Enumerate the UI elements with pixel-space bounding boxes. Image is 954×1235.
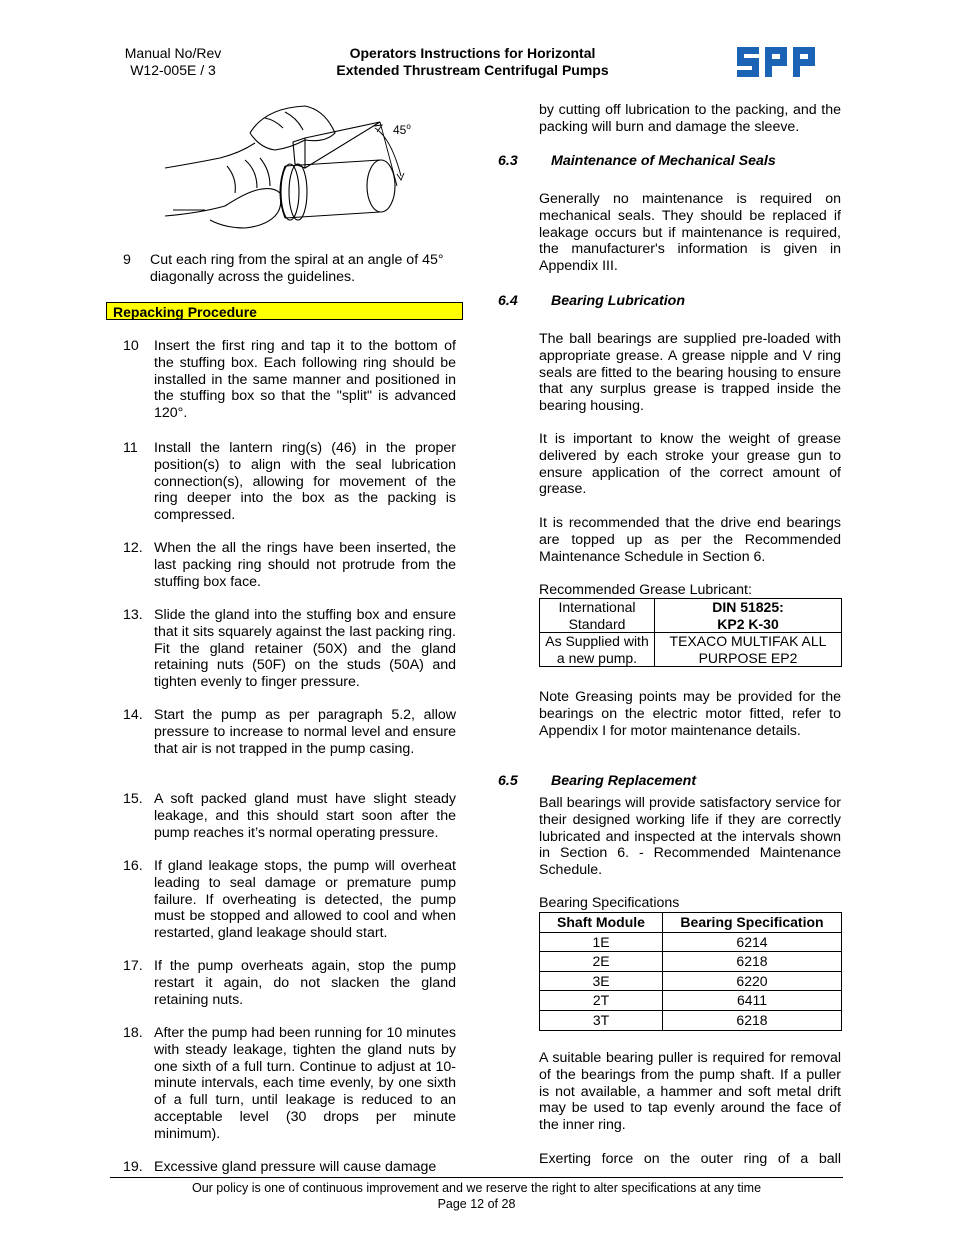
item-number: 16. xyxy=(123,858,143,874)
table-cell: 6218 xyxy=(663,1010,842,1030)
section-6-3-number: 6.3 xyxy=(498,153,518,169)
section-6-3-title: Maintenance of Mechanical Seals xyxy=(551,153,776,169)
table-cell: 6214 xyxy=(663,932,842,952)
section-6-3-text: Generally no maintenance is required on mechanical seals. They should be replaced if leakage occurs but if maintenance is required, the manufacturer's information is given in Appendix III. xyxy=(539,191,841,275)
table-row xyxy=(540,633,842,667)
item-text: Cut each ring from the spiral at an angle of 45° diagonally across the guidelines. xyxy=(150,252,444,285)
table-row xyxy=(540,991,842,1011)
item-text: Insert the first ring and tap it to the bottom of the stuffing box. Each following ring should be installed in the same manner and positioned in the stuffing box so that the "split" is advanced 120°. xyxy=(154,338,456,422)
table-cell: 6411 xyxy=(663,991,842,1011)
section-6-5-text: Ball bearings will provide satisfactory service for their designed working life if they are correctly lubricated and inspected at the intervals shown in Section 6. - Recommended Maintenance Schedule. xyxy=(539,795,841,879)
din-grade: KP2 K-30 xyxy=(717,615,779,632)
din-standard: DIN 51825: xyxy=(712,599,784,615)
section-6-4-paragraph-2: It is important to know the weight of grease delivered by each stroke your grease gun to ensure application of the correct amount of grease. xyxy=(539,431,841,498)
item-text: After the pump had been running for 10 minutes with steady leakage, tighten the gland nuts by one sixth of a full turn. Continue to adjust at 10-minute intervals, each time evenly, by one sixth of a full turn, until leakage is reduced to an acceptable level (30 drops per minute minimum). xyxy=(154,1025,456,1142)
column-header-shaft-module: Shaft Module xyxy=(540,913,663,933)
section-6-4-paragraph-1: The ball bearings are supplied pre-loaded with appropriate grease. A grease nipple and V ring seals are fitted to the bearing housing to ensure that any surplus grease is trapped inside the bearing housing. xyxy=(539,331,841,415)
table-cell: TEXACO MULTIFAK ALL PURPOSE EP2 xyxy=(655,633,842,667)
item-number: 13. xyxy=(123,607,143,623)
manual-label: Manual No/Rev xyxy=(124,45,222,61)
section-6-4-number: 6.4 xyxy=(498,293,518,309)
motor-greasing-note: Note Greasing points may be provided for the bearings on the electric motor fitted, refer to Appendix I for motor maintenance details. xyxy=(539,689,841,739)
spp-logo xyxy=(735,45,819,79)
item-text: If the pump overheats again, stop the pump restart it again, do not slacken the gland retaining nuts. xyxy=(154,958,456,1008)
angle-value: 45 xyxy=(393,123,407,137)
angle-label xyxy=(393,120,411,137)
table-cell: 1E xyxy=(540,932,663,952)
bearing-specifications-table xyxy=(539,912,842,1031)
item-number: 18. xyxy=(123,1025,143,1041)
item-text: Excessive gland pressure will cause damage xyxy=(154,1159,437,1175)
table-row xyxy=(540,599,842,633)
table-cell: 2T xyxy=(540,991,663,1011)
section-6-5-number: 6.5 xyxy=(498,773,518,789)
table-row xyxy=(540,971,842,991)
table-header-row xyxy=(540,913,842,933)
item-number: 19. xyxy=(123,1159,143,1175)
item-text: Install the lantern ring(s) (46) in the proper position(s) to align with the seal lubrication connection(s), allowing for movement of the ring deeper into the box as the packing is compressed. xyxy=(154,440,456,524)
table-cell: 3T xyxy=(540,1010,663,1030)
repacking-procedure-heading: Repacking Procedure xyxy=(106,302,463,320)
footer-divider xyxy=(110,1177,843,1178)
table-row xyxy=(540,932,842,952)
table-cell: 6220 xyxy=(663,971,842,991)
section-6-5-title: Bearing Replacement xyxy=(551,773,697,789)
continuation-paragraph: by cutting off lubrication to the packing, and the packing will burn and damage the sleeve. xyxy=(539,102,841,135)
item-number: 14. xyxy=(123,707,143,723)
table-cell: 3E xyxy=(540,971,663,991)
item-number: 10 xyxy=(123,338,139,354)
item-number: 11 xyxy=(123,440,138,456)
item-text: Slide the gland into the stuffing box and ensure that it sits squarely against the last packing ring. Fit the gland retainer (50X) and the gland retaining nuts (50F) on the studs (50A) and tighten evenly to finger pressure. xyxy=(154,607,456,691)
table-row xyxy=(540,1010,842,1030)
table-cell: International Standard xyxy=(540,599,655,633)
column-header-bearing-specification: Bearing Specification xyxy=(663,913,842,933)
document-title xyxy=(300,45,645,79)
item-number: 9 xyxy=(123,252,131,268)
item-text: A soft packed gland must have slight steady leakage, and this should start soon after the pump reaches it’s normal operating pressure. xyxy=(154,791,456,841)
table-cell: As Supplied with a new pump. xyxy=(540,633,655,667)
page-number: Page 12 of 28 xyxy=(437,1197,516,1211)
section-6-4-paragraph-3: It is recommended that the drive end bearings are topped up as per the Recommended Maintenance Schedule in Section 6. xyxy=(539,515,841,565)
manual-number-block xyxy=(118,45,228,79)
manual-number: W12-005E / 3 xyxy=(130,62,216,78)
title-line-1: Operators Instructions for Horizontal xyxy=(349,45,596,61)
bearing-table-caption: Bearing Specifications xyxy=(539,895,680,911)
item-number: 15. xyxy=(123,791,143,807)
item-text: Start the pump as per paragraph 5.2, allow pressure to increase to normal level and ensure that air is not trapped in the pump casing. xyxy=(154,707,456,757)
table-row xyxy=(540,952,842,972)
item-number: 12. xyxy=(123,540,143,556)
item-number: 17. xyxy=(123,958,143,974)
table-cell: 6218 xyxy=(663,952,842,972)
packing-cut-illustration xyxy=(165,98,415,233)
item-text: If gland leakage stops, the pump will overheat leading to seal damage or premature pump failure. If overheating is detected, the pump must be stopped and allowed to cool and when restarted, gland leakage should start. xyxy=(154,858,456,942)
page-footer xyxy=(110,1180,843,1212)
title-line-2: Extended Thrustream Centrifugal Pumps xyxy=(336,62,609,78)
table-cell xyxy=(655,599,842,633)
policy-statement: Our policy is one of continuous improvement and we reserve the right to alter specifications at any time xyxy=(191,1181,762,1195)
table-cell: 2E xyxy=(540,952,663,972)
grease-table-caption: Recommended Grease Lubricant: xyxy=(539,582,752,598)
item-text: When the all the rings have been inserted, the last packing ring should not protrude from the stuffing box face. xyxy=(154,540,456,590)
section-6-4-title: Bearing Lubrication xyxy=(551,293,686,309)
degree-symbol: o xyxy=(406,122,411,131)
grease-lubricant-table xyxy=(539,598,842,667)
bearing-puller-paragraph: A suitable bearing puller is required for removal of the bearings from the pump shaft. If a puller is not available, a hammer and soft metal drift may be used to tap evenly around the face of the inner ring. xyxy=(539,1050,841,1134)
exerting-force-paragraph: Exerting force on the outer ring of a ball xyxy=(539,1151,841,1167)
